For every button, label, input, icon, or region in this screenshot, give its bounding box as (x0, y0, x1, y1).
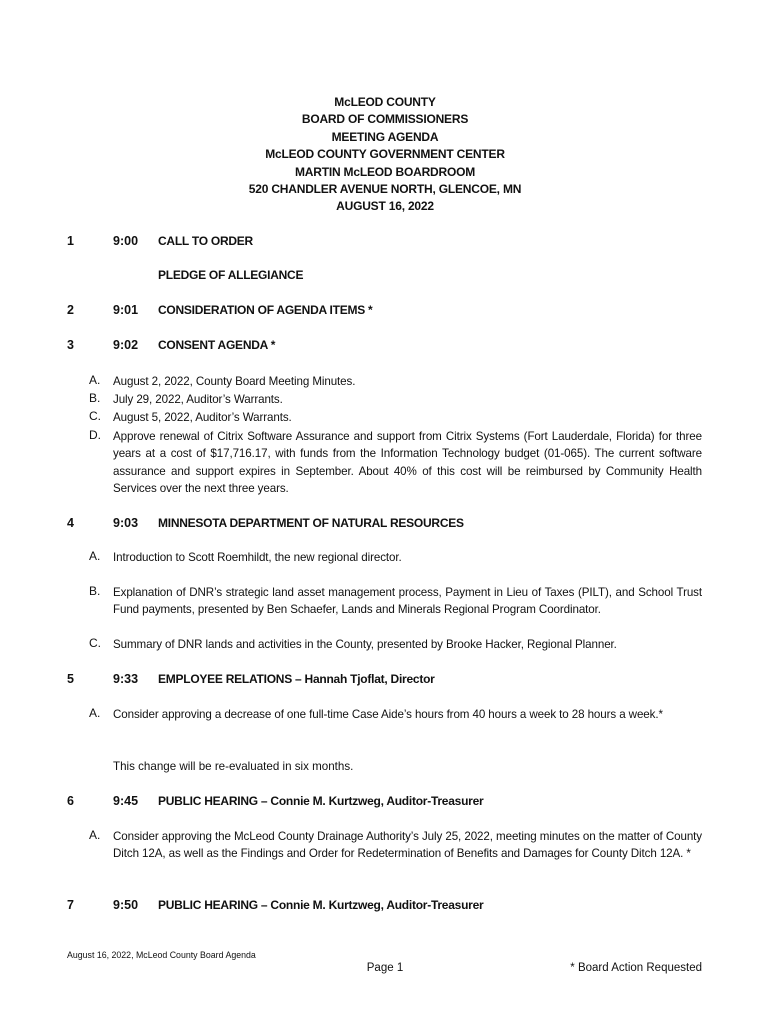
item-number: 6 (67, 794, 74, 808)
page-number: Page 1 (366, 962, 404, 974)
list-text: August 5, 2022, Auditor’s Warrants. (113, 411, 292, 424)
item-title: CONSIDERATION OF AGENDA ITEMS * (158, 303, 373, 317)
footer-document-label: August 16, 2022, McLeod County Board Agenda (67, 950, 256, 960)
list-letter: C. (89, 636, 101, 650)
list-letter: A. (89, 706, 101, 720)
list-text: August 2, 2022, County Board Meeting Minutes. (113, 375, 356, 388)
item-number: 3 (67, 338, 74, 352)
item-number: 4 (67, 516, 74, 530)
agenda-item (0, 516, 770, 534)
item-number: 1 (67, 234, 74, 248)
item-title: EMPLOYEE RELATIONS – Hannah Tjoflat, Director (158, 672, 435, 686)
item-time: 9:45 (113, 794, 139, 808)
item-title: PUBLIC HEARING – Connie M. Kurtzweg, Auditor-Treasurer (158, 898, 484, 912)
list-letter: A. (89, 828, 101, 842)
list-letter: C. (89, 409, 101, 423)
agenda-header (0, 94, 770, 216)
venue-building: McLEOD COUNTY GOVERNMENT CENTER (265, 147, 505, 162)
board-name: BOARD OF COMMISSIONERS (301, 112, 469, 127)
item-number: 7 (67, 898, 74, 912)
item-number: 2 (67, 303, 74, 317)
venue-room: MARTIN McLEOD BOARDROOM (294, 164, 476, 179)
agenda-item (0, 338, 770, 356)
board-action-note: * Board Action Requested (570, 962, 702, 974)
list-text: Explanation of DNR’s strategic land asset management process, Payment in Lieu of Taxes (PILT), and School Trust Fund payments, presented by Ben Schaefer, Lands and Minerals Regional Program Coordinator. (113, 586, 702, 617)
list-letter: D. (89, 428, 101, 442)
list-text: July 29, 2022, Auditor’s Warrants. (113, 393, 283, 406)
item-title: PLEDGE OF ALLEGIANCE (158, 268, 304, 282)
agenda-item (0, 303, 770, 321)
item-title: CALL TO ORDER (158, 234, 253, 248)
item-time: 9:03 (113, 516, 139, 530)
county-name: McLEOD COUNTY (334, 95, 436, 109)
item-time: 9:50 (113, 898, 139, 912)
list-letter: B. (89, 391, 101, 405)
document-title: MEETING AGENDA (331, 129, 439, 144)
item-time: 9:01 (113, 303, 139, 317)
item-time: 9:00 (113, 234, 139, 248)
agenda-item (0, 898, 770, 916)
list-text: Summary of DNR lands and activities in the County, presented by Brooke Hacker, Regional Planner. (113, 638, 617, 651)
meeting-date: AUGUST 16, 2022 (336, 199, 434, 214)
item-time: 9:02 (113, 338, 139, 352)
list-text: Consider approving a decrease of one full-time Case Aide’s hours from 40 hours a week to 28 hours a week.* (113, 708, 663, 721)
list-letter: A. (89, 373, 101, 387)
item-title: MINNESOTA DEPARTMENT OF NATURAL RESOURCES (158, 516, 464, 530)
list-letter: B. (89, 584, 101, 598)
list-text: Introduction to Scott Roemhildt, the new regional director. (113, 551, 402, 564)
list-text: Consider approving the McLeod County Drainage Authority’s July 25, 2022, meeting minutes on the matter of County Ditch 12A, as well as the Findings and Order for Redetermination of Benefits and Damages for County Ditch 12A. * (113, 830, 702, 861)
employee-note: This change will be re-evaluated in six months. (113, 760, 354, 773)
item-title: PUBLIC HEARING – Connie M. Kurtzweg, Auditor-Treasurer (158, 794, 484, 808)
agenda-item (0, 794, 770, 812)
venue-address: 520 CHANDLER AVENUE NORTH, GLENCOE, MN (248, 182, 522, 197)
item-number: 5 (67, 672, 74, 686)
item-title: CONSENT AGENDA * (158, 338, 276, 352)
agenda-item (0, 672, 770, 690)
list-text: Approve renewal of Citrix Software Assurance and support from Citrix Systems (Fort Lauderdale, Florida) for three years at a cost of $17,716.17, with funds from the Information Technology budget (01-065). The current software assurance and support expires in September. About 40% of this cost will be reimbursed by Community Health Services over the next three years. (113, 430, 702, 496)
agenda-item (0, 234, 770, 252)
agenda-item (0, 268, 770, 286)
item-time: 9:33 (113, 672, 139, 686)
list-letter: A. (89, 549, 101, 563)
